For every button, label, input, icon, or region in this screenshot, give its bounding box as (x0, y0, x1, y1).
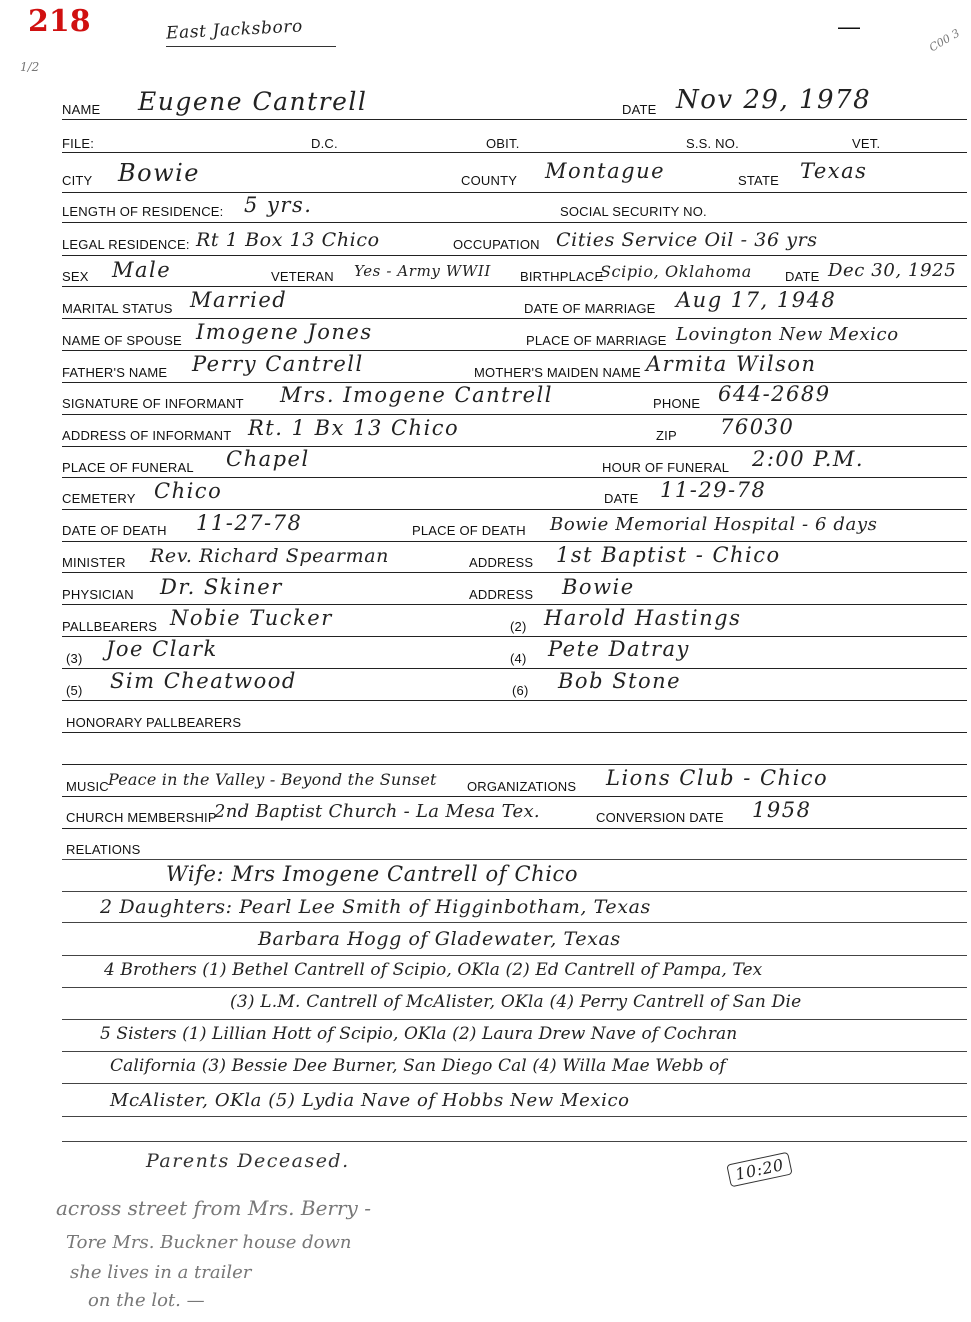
length-of-residence-label: LENGTH OF RESIDENCE: (62, 204, 224, 219)
name-label: NAME (62, 102, 101, 117)
pallbearer-2-value: Harold Hastings (544, 606, 742, 630)
pallbearer-2-label: (2) (510, 619, 527, 634)
organizations-value: Lions Club - Chico (606, 766, 829, 790)
top-right-mark: — (838, 14, 860, 39)
row-rule (62, 255, 967, 256)
address-of-informant-value: Rt. 1 Bx 13 Chico (248, 416, 460, 440)
pallbearers-label: PALLBEARERS (62, 619, 158, 634)
church-membership-value: 2nd Baptist Church - La Mesa Tex. (214, 801, 540, 822)
row-rule (62, 604, 967, 605)
row-rule (62, 955, 967, 956)
relation-line: 2 Daughters: Pearl Lee Smith of Higginbotham, Texas (100, 896, 651, 918)
ss-no-label: S.S. NO. (686, 136, 739, 151)
place-of-funeral-label: PLACE OF FUNERAL (62, 460, 194, 475)
marital-status-value: Married (190, 288, 288, 312)
fathers-name-label: FATHER'S NAME (62, 365, 168, 380)
place-of-death-label: PLACE OF DEATH (412, 523, 526, 538)
veteran-label: VETERAN (271, 269, 334, 284)
corner-note: C00 3 (926, 26, 962, 55)
fathers-name-value: Perry Cantrell (192, 352, 364, 376)
county-value: Montague (545, 159, 666, 183)
row-rule (62, 509, 967, 510)
row-rule (62, 1141, 967, 1142)
minister-address-value: 1st Baptist - Chico (556, 543, 781, 567)
pallbearer-6-label: (6) (512, 683, 529, 698)
pallbearer-6-value: Bob Stone (558, 669, 682, 693)
pallbearer-3-label: (3) (66, 651, 83, 666)
city-label: CITY (62, 173, 93, 188)
relation-line: Barbara Hogg of Gladewater, Texas (258, 928, 621, 950)
sex-label: SEX (62, 269, 89, 284)
name-value: Eugene Cantrell (138, 87, 368, 116)
obit-label: OBIT. (486, 136, 520, 151)
vet-label: VET. (852, 136, 881, 151)
physician-label: PHYSICIAN (62, 587, 134, 602)
row-rule (62, 1116, 967, 1117)
music-value: Peace in the Valley - Beyond the Sunset (108, 770, 437, 789)
signature-of-informant-label: SIGNATURE OF INFORMANT (62, 396, 244, 411)
zip-value: 76030 (720, 415, 795, 439)
physician-value: Dr. Skiner (160, 575, 283, 599)
date-of-marriage-value: Aug 17, 1948 (676, 288, 837, 312)
pallbearer-1-value: Nobie Tucker (170, 606, 333, 630)
dc-label: D.C. (311, 136, 338, 151)
pallbearer-5-value: Sim Cheatwood (110, 669, 297, 693)
sex-value: Male (112, 258, 172, 282)
pencil-note-line: she lives in a trailer (70, 1262, 252, 1283)
mothers-maiden-name-value: Armita Wilson (646, 352, 817, 376)
relations-label: RELATIONS (66, 842, 141, 857)
relation-line: Wife: Mrs Imogene Cantrell of Chico (166, 862, 579, 886)
cemetery-value: Chico (154, 479, 223, 503)
minister-value: Rev. Richard Spearman (150, 545, 389, 567)
time-stamp: 10:20 (726, 1152, 793, 1188)
page-number: 218 (28, 4, 91, 39)
row-rule (62, 987, 967, 988)
row-rule (62, 828, 967, 829)
row-rule (62, 119, 967, 120)
hour-of-funeral-label: HOUR OF FUNERAL (602, 460, 730, 475)
phone-value: 644-2689 (718, 382, 831, 406)
relation-line: 4 Brothers (1) Bethel Cantrell of Scipio, OKla (2) Ed Cantrell of Pampa, Tex (104, 960, 763, 980)
name-of-spouse-label: NAME OF SPOUSE (62, 333, 182, 348)
physician-address-value: Bowie (562, 575, 635, 599)
margin-note: 1/2 (20, 60, 40, 74)
place-of-marriage-label: PLACE OF MARRIAGE (526, 333, 667, 348)
community-underline (166, 46, 336, 47)
length-of-residence-value: 5 yrs. (244, 193, 313, 217)
row-rule (62, 541, 967, 542)
relation-line: California (3) Bessie Dee Burner, San Diego Cal (4) Willa Mae Webb of (110, 1056, 726, 1076)
row-rule (62, 891, 967, 892)
date-of-death-label: DATE OF DEATH (62, 523, 167, 538)
relation-line: (3) L.M. Cantrell of McAlister, OKla (4) Perry Cantrell of San Die (230, 992, 802, 1012)
church-membership-label: CHURCH MEMBERSHIP (66, 810, 217, 825)
music-label: MUSIC (66, 779, 109, 794)
pallbearer-4-label: (4) (510, 651, 527, 666)
row-rule (62, 700, 967, 701)
city-value: Bowie (118, 159, 201, 187)
row-rule (62, 1083, 967, 1084)
pencil-note-line: Tore Mrs. Buckner house down (66, 1232, 352, 1253)
phone-label: PHONE (653, 396, 701, 411)
pallbearer-4-value: Pete Datray (548, 637, 690, 661)
row-rule (62, 152, 967, 153)
file-label: FILE: (62, 136, 95, 151)
row-rule (62, 922, 967, 923)
date-of-marriage-label: DATE OF MARRIAGE (524, 301, 656, 316)
veteran-value: Yes - Army WWII (354, 262, 491, 280)
row-rule (62, 1019, 967, 1020)
relation-line: 5 Sisters (1) Lillian Hott of Scipio, OKla (2) Laura Drew Nave of Cochran (100, 1024, 738, 1044)
date-value: Nov 29, 1978 (676, 85, 872, 115)
row-rule (62, 222, 967, 223)
hour-of-funeral-value: 2:00 P.M. (752, 447, 865, 471)
date-label: DATE (622, 102, 657, 117)
zip-label: ZIP (656, 428, 677, 443)
minister-label: MINISTER (62, 555, 126, 570)
marital-status-label: MARITAL STATUS (62, 301, 173, 316)
state-value: Texas (800, 159, 868, 183)
row-rule (62, 796, 967, 797)
social-security-label: SOCIAL SECURITY NO. (560, 204, 707, 219)
place-of-marriage-value: Lovington New Mexico (676, 324, 899, 345)
physician-address-label: ADDRESS (469, 587, 534, 602)
birthplace-value: Scipio, Oklahoma (600, 262, 752, 281)
place-of-funeral-value: Chapel (226, 447, 310, 471)
row-rule (62, 732, 967, 733)
conversion-date-label: CONVERSION DATE (596, 810, 724, 825)
row-rule (62, 859, 967, 860)
name-of-spouse-value: Imogene Jones (196, 320, 373, 344)
conversion-date-value: 1958 (752, 798, 812, 822)
place-of-death-value: Bowie Memorial Hospital - 6 days (550, 514, 878, 535)
row-rule (62, 477, 967, 478)
row-rule (62, 318, 967, 319)
birth-date-value: Dec 30, 1925 (828, 260, 957, 281)
cemetery-label: CEMETERY (62, 491, 136, 506)
community-note: East Jacksboro (165, 16, 304, 44)
legal-residence-label: LEGAL RESIDENCE: (62, 237, 190, 252)
cemetery-date-label: DATE (604, 491, 639, 506)
pencil-note-line: across street from Mrs. Berry - (56, 1196, 371, 1220)
row-rule (62, 572, 967, 573)
row-rule (62, 350, 967, 351)
row-rule (62, 286, 967, 287)
pallbearer-3-value: Joe Clark (106, 637, 218, 661)
cemetery-date-value: 11-29-78 (660, 478, 767, 502)
row-rule (62, 414, 967, 415)
birth-date-label: DATE (785, 269, 820, 284)
pallbearer-5-label: (5) (66, 683, 83, 698)
occupation-label: OCCUPATION (453, 237, 540, 252)
parents-note: Parents Deceased. (146, 1150, 350, 1172)
row-rule (62, 1051, 967, 1052)
date-of-death-value: 11-27-78 (196, 511, 303, 535)
address-of-informant-label: ADDRESS OF INFORMANT (62, 428, 232, 443)
legal-residence-value: Rt 1 Box 13 Chico (196, 229, 380, 251)
organizations-label: ORGANIZATIONS (467, 779, 577, 794)
minister-address-label: ADDRESS (469, 555, 534, 570)
row-rule (62, 764, 967, 765)
county-label: COUNTY (461, 173, 518, 188)
signature-of-informant-value: Mrs. Imogene Cantrell (280, 383, 553, 407)
honorary-pallbearers-label: HONORARY PALLBEARERS (66, 715, 242, 730)
occupation-value: Cities Service Oil - 36 yrs (556, 229, 818, 251)
mothers-maiden-name-label: MOTHER'S MAIDEN NAME (474, 365, 641, 380)
state-label: STATE (738, 173, 779, 188)
birthplace-label: BIRTHPLACE (520, 269, 604, 284)
pencil-note-line: on the lot. — (88, 1290, 205, 1311)
row-rule (62, 192, 967, 193)
relation-line: McAlister, OKla (5) Lydia Nave of Hobbs New Mexico (110, 1090, 630, 1111)
